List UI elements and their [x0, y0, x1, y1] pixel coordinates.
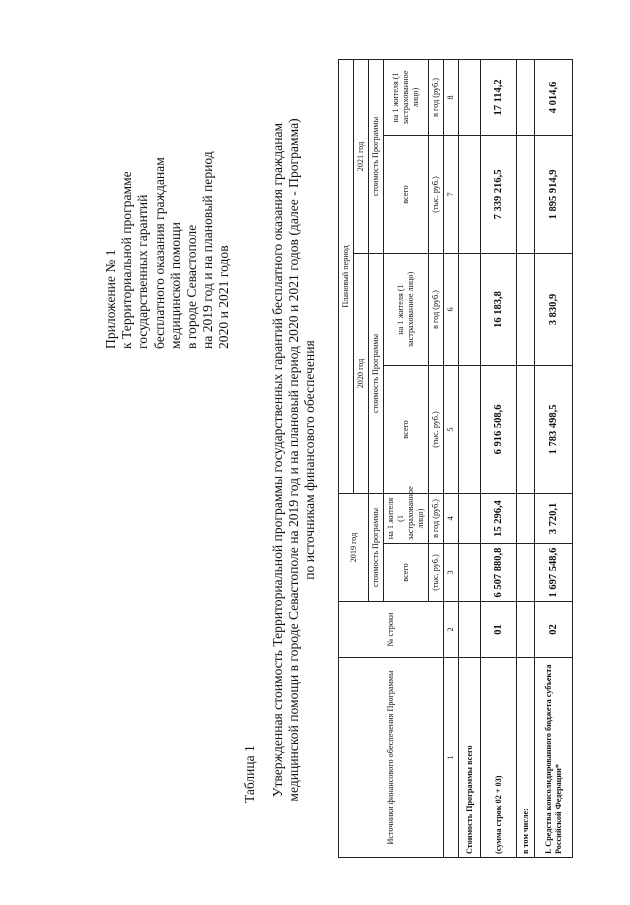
- value-cell: 3 830,9: [535, 253, 573, 365]
- header-planned-period: Плановый период: [339, 59, 354, 493]
- header-per-capita-2021: на 1 жителя (1 застрахованное лицо): [384, 59, 429, 135]
- title-line: по источникам финансового обеспечения: [302, 340, 318, 580]
- value-cell: 1 895 914,9: [535, 135, 573, 253]
- appendix-line: Приложение № 1: [103, 249, 118, 349]
- col-number: 8: [444, 59, 459, 135]
- row-no: [459, 602, 481, 658]
- header-per-capita-2020: на 1 жителя (1 застрахованное лицо): [384, 253, 429, 365]
- row-label: в том числе:: [517, 658, 535, 858]
- value-cell: 4 014,6: [535, 59, 573, 135]
- value-cell: 3 720,1: [535, 493, 573, 543]
- row-no: [517, 602, 535, 658]
- header-row-no: № строки: [339, 602, 444, 658]
- value-cell: 15 296,4: [481, 493, 517, 543]
- cost-table: [338, 59, 573, 858]
- row-no: 02: [535, 602, 573, 658]
- col-number: 7: [444, 135, 459, 253]
- col-number: 5: [444, 365, 459, 493]
- appendix-line: государственных гарантий: [135, 194, 151, 349]
- row-label: (сумма строк 02 + 03): [481, 658, 517, 858]
- unit-total-2020: (тыс. руб.): [429, 365, 444, 493]
- column-number-row: [444, 59, 459, 857]
- table-row: [481, 59, 517, 857]
- appendix-line: 2020 и 2021 годов: [216, 245, 232, 349]
- unit-per-capita-2020: в год (руб.): [429, 253, 444, 365]
- col-number: 3: [444, 544, 459, 602]
- row-label: I. Средства консолидированного бюджета субъекта Российской Федерации*: [535, 658, 573, 858]
- col-number: 4: [444, 493, 459, 543]
- row-label: Стоимость Программы всего: [459, 658, 481, 858]
- appendix-line: медицинской помощи: [167, 222, 183, 349]
- header-total-2019: всего: [384, 544, 429, 602]
- unit-total-2021: (тыс. руб.): [429, 135, 444, 253]
- unit-per-capita-2021: в год (руб.): [429, 59, 444, 135]
- appendix-line: к Территориальной программе: [119, 171, 135, 349]
- appendix-line: на 2019 год и на плановый период: [200, 151, 216, 349]
- unit-total-2019: (тыс. руб.): [429, 544, 444, 602]
- header-source: Источники финансового обеспечения Программы: [339, 658, 444, 858]
- title-line: медицинской помощи в городе Севастополе на 2019 год и на плановый период 2020 и 2021 годов (далее - Программа): [286, 118, 302, 802]
- unit-per-capita-2019: в год (руб.): [429, 493, 444, 543]
- table-row: [459, 59, 481, 857]
- document-title: [270, 55, 319, 865]
- header-total-2021: всего: [384, 135, 429, 253]
- value-cell: 1 697 548,6: [535, 544, 573, 602]
- value-cell: 1 783 498,5: [535, 365, 573, 493]
- appendix-line: бесплатного оказания гражданам: [151, 157, 167, 349]
- col-number: 2: [444, 602, 459, 658]
- header-cost-2019: стоимость Программы: [369, 493, 384, 601]
- row-no: 01: [481, 602, 517, 658]
- header-per-capita-2019: на 1 жителя (1 застрахованное лицо): [384, 493, 429, 543]
- col-number: 1: [444, 658, 459, 858]
- appendix-line: в городе Севастополе: [184, 224, 200, 349]
- header-year-2021: 2021 год: [354, 59, 369, 253]
- header-cost-2021: стоимость Программы: [369, 59, 384, 253]
- table-label: Таблица 1: [242, 745, 257, 803]
- value-cell: 6 507 880,8: [481, 544, 517, 602]
- title-line: Утвержденная стоимость Территориальной программы государственных гарантий бесплатного оказания гражданам: [270, 122, 285, 798]
- value-cell: 7 339 216,5: [481, 135, 517, 253]
- appendix-heading: [103, 29, 233, 349]
- header-year-2019: 2019 год: [339, 493, 369, 601]
- header-total-2020: всего: [384, 365, 429, 493]
- value-cell: 6 916 508,6: [481, 365, 517, 493]
- table-row: [517, 59, 535, 857]
- value-cell: 17 114,2: [481, 59, 517, 135]
- table-row: [535, 59, 573, 857]
- header-year-2020: 2020 год: [354, 253, 369, 493]
- value-cell: 16 183,8: [481, 253, 517, 365]
- col-number: 6: [444, 253, 459, 365]
- header-cost-2020: стоимость Программы: [369, 253, 384, 493]
